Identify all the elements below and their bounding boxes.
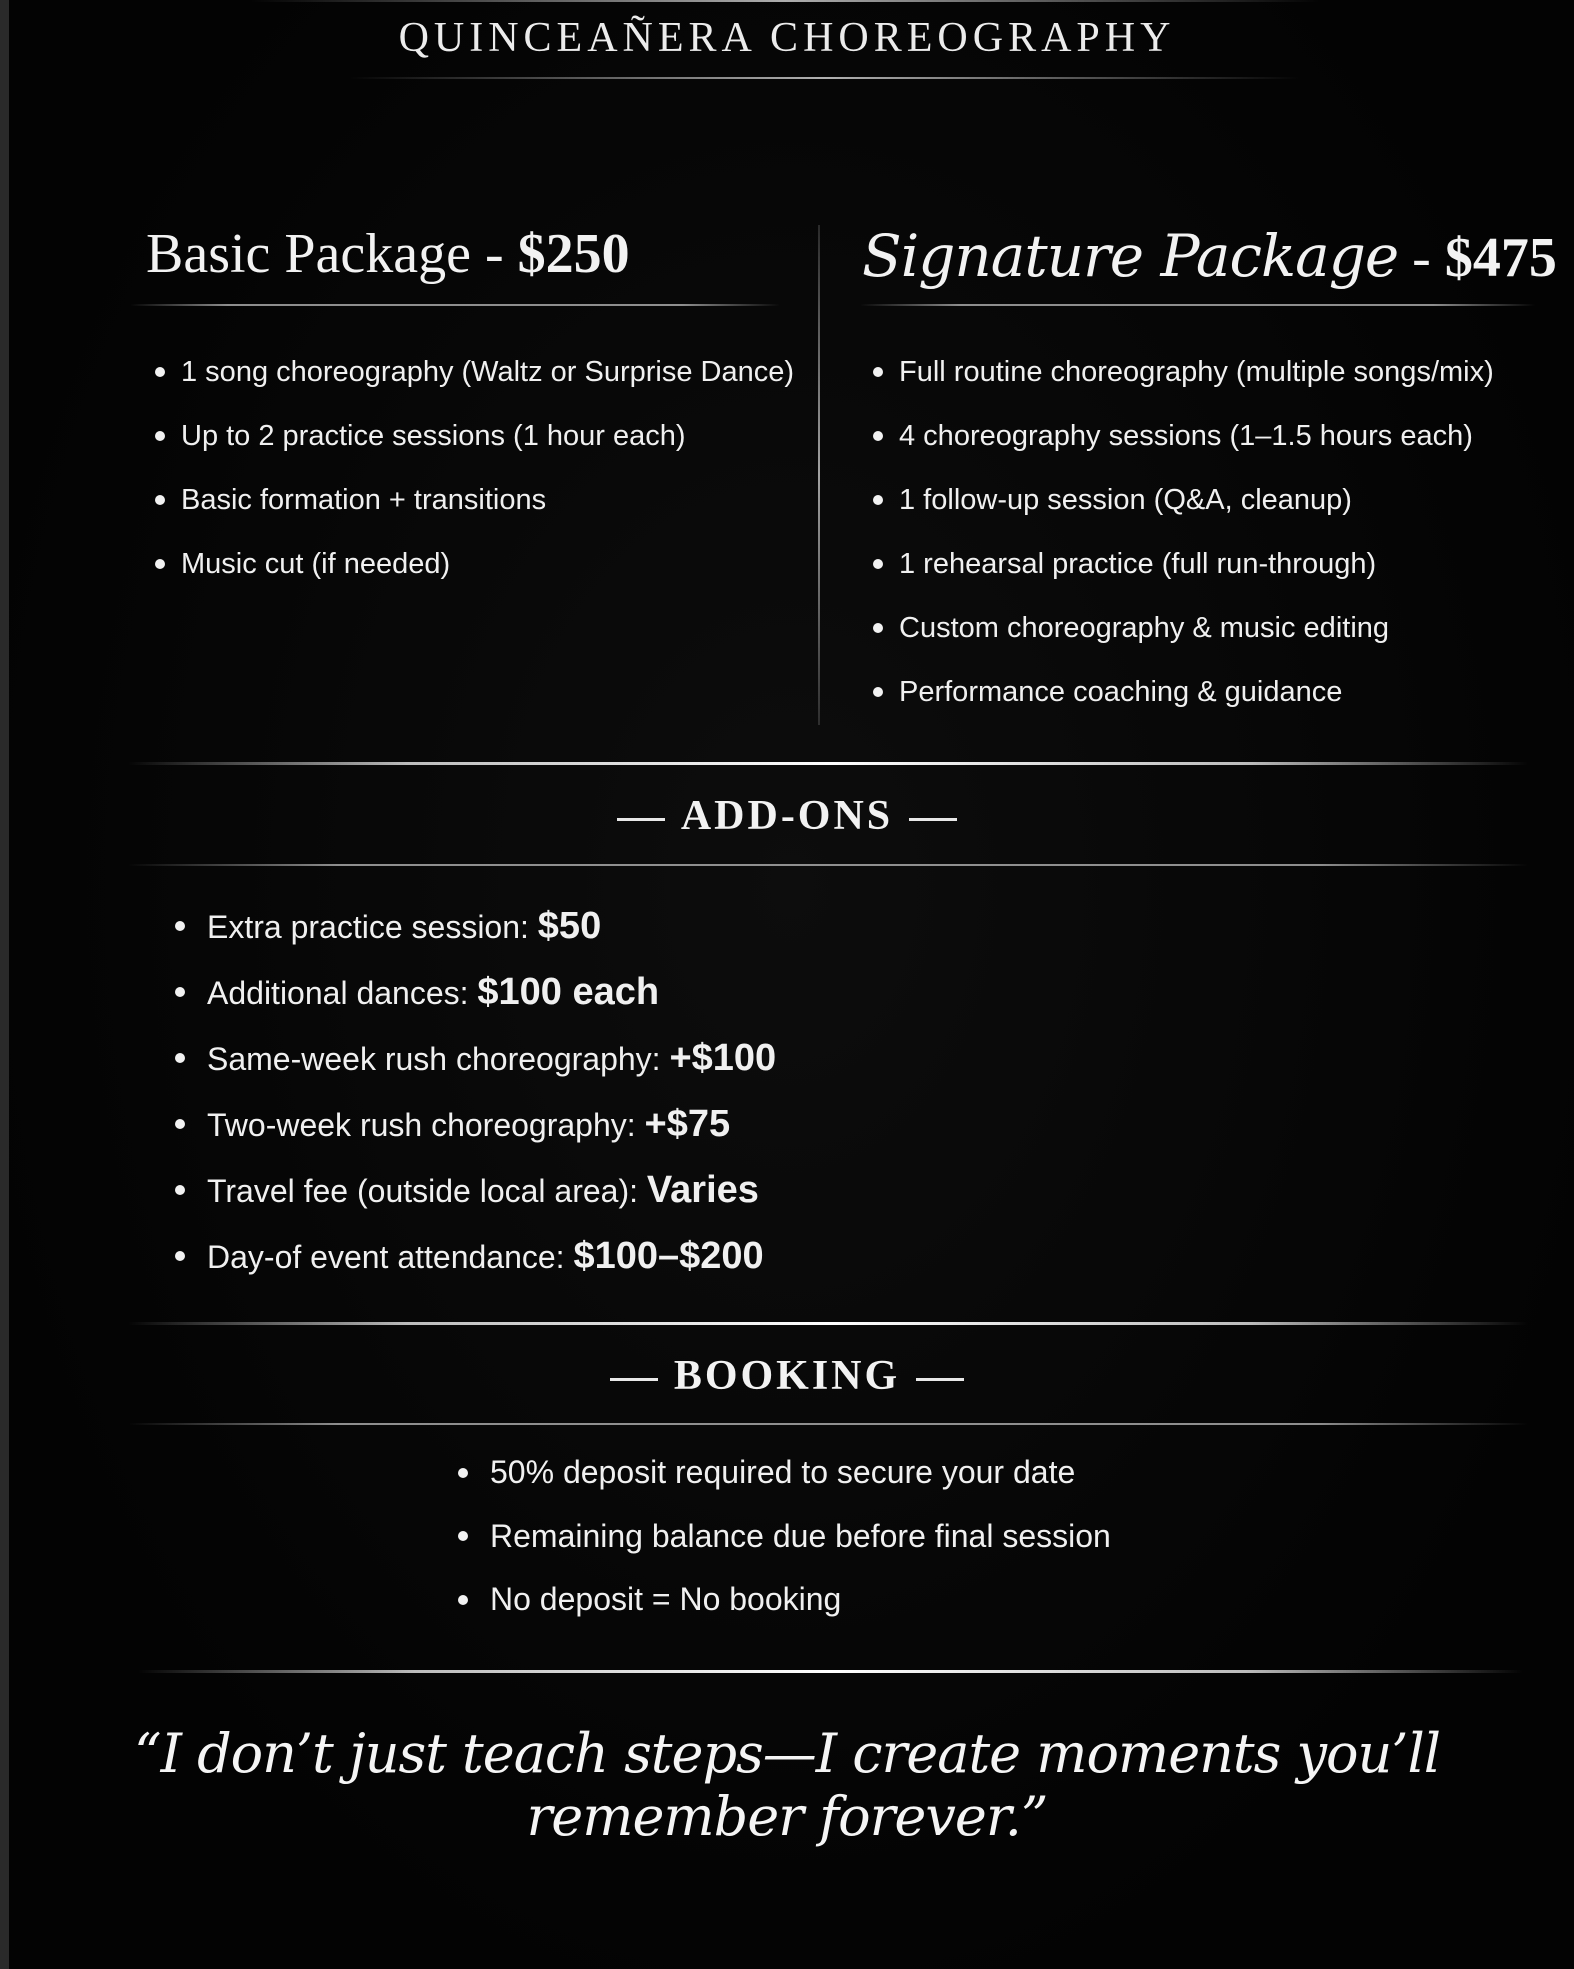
addon-price: $100–$200 (573, 1235, 764, 1277)
addon-price: $100 each (477, 971, 660, 1013)
addon-label: Two-week rush choreography: (207, 1107, 636, 1143)
addon-item (175, 1157, 776, 1223)
basic-package-heading (146, 222, 630, 286)
package-divider (818, 225, 820, 725)
title-dash (916, 1378, 964, 1381)
top-border-line (250, 0, 1320, 2)
addon-label: Additional dances: (207, 975, 469, 1011)
addon-price: $50 (537, 905, 602, 947)
addon-item (175, 893, 776, 959)
addon-price: Varies (646, 1169, 759, 1211)
signature-package-heading (862, 222, 1557, 290)
list-item: Performance coaching & guidance (873, 660, 1494, 724)
signature-package-list (873, 340, 1494, 724)
list-item: 1 follow-up session (Q&A, cleanup) (873, 468, 1494, 532)
list-item: Music cut (if needed) (155, 532, 794, 596)
list-item: No deposit = No booking (458, 1568, 1111, 1632)
signature-quote: “I don’t just teach steps—I create moments you’ll remember forever.” (133, 1722, 1441, 1848)
addon-label: Same-week rush choreography: (207, 1041, 661, 1077)
basic-package-price: $250 (517, 223, 630, 285)
quote-top-divider (138, 1670, 1523, 1673)
title-dash (909, 818, 957, 821)
list-item: 50% deposit required to secure your date (458, 1441, 1111, 1505)
addons-title-text: ADD-ONS (680, 793, 894, 839)
booking-title-text: BOOKING (673, 1353, 901, 1399)
list-item: Full routine choreography (multiple songs/mix) (873, 340, 1494, 404)
basic-package-name: Basic Package (146, 223, 471, 285)
addons-title-underline (128, 864, 1528, 866)
list-item: Remaining balance due before final session (458, 1505, 1111, 1569)
addons-top-divider (128, 762, 1528, 765)
addon-label: Travel fee (outside local area): (207, 1173, 639, 1209)
booking-title-underline (128, 1423, 1528, 1425)
addon-label: Extra practice session: (207, 909, 529, 945)
list-item: Up to 2 practice sessions (1 hour each) (155, 404, 794, 468)
list-item: Custom choreography & music editing (873, 596, 1494, 660)
booking-section-title (0, 1352, 1574, 1400)
title-dash (610, 1378, 658, 1381)
basic-heading-underline (130, 304, 780, 306)
addon-price: +$75 (644, 1103, 731, 1145)
booking-list (458, 1441, 1111, 1632)
list-item: Basic formation + transitions (155, 468, 794, 532)
addon-item (175, 959, 776, 1025)
signature-package-price: $475 (1444, 227, 1557, 289)
signature-heading-underline (860, 304, 1535, 306)
list-item: 1 song choreography (Waltz or Surprise Dance) (155, 340, 794, 404)
addon-price: +$100 (669, 1037, 777, 1079)
signature-package-name: Signature Package (862, 222, 1399, 290)
booking-top-divider (128, 1322, 1528, 1325)
list-item: 4 choreography sessions (1–1.5 hours each) (873, 404, 1494, 468)
addons-list (175, 893, 776, 1289)
addon-label: Day-of event attendance: (207, 1239, 565, 1275)
title-dash (617, 818, 665, 821)
addons-section-title (0, 792, 1574, 840)
addon-item (175, 1223, 776, 1289)
basic-package-separator: - (484, 223, 504, 285)
list-item: 1 rehearsal practice (full run-through) (873, 532, 1494, 596)
addon-item (175, 1025, 776, 1091)
basic-package-list (155, 340, 794, 596)
page-title: QUINCEAÑERA CHOREOGRAPHY (398, 15, 1176, 61)
title-underline (350, 77, 1300, 79)
addon-item (175, 1091, 776, 1157)
signature-package-separator: - (1412, 227, 1431, 289)
